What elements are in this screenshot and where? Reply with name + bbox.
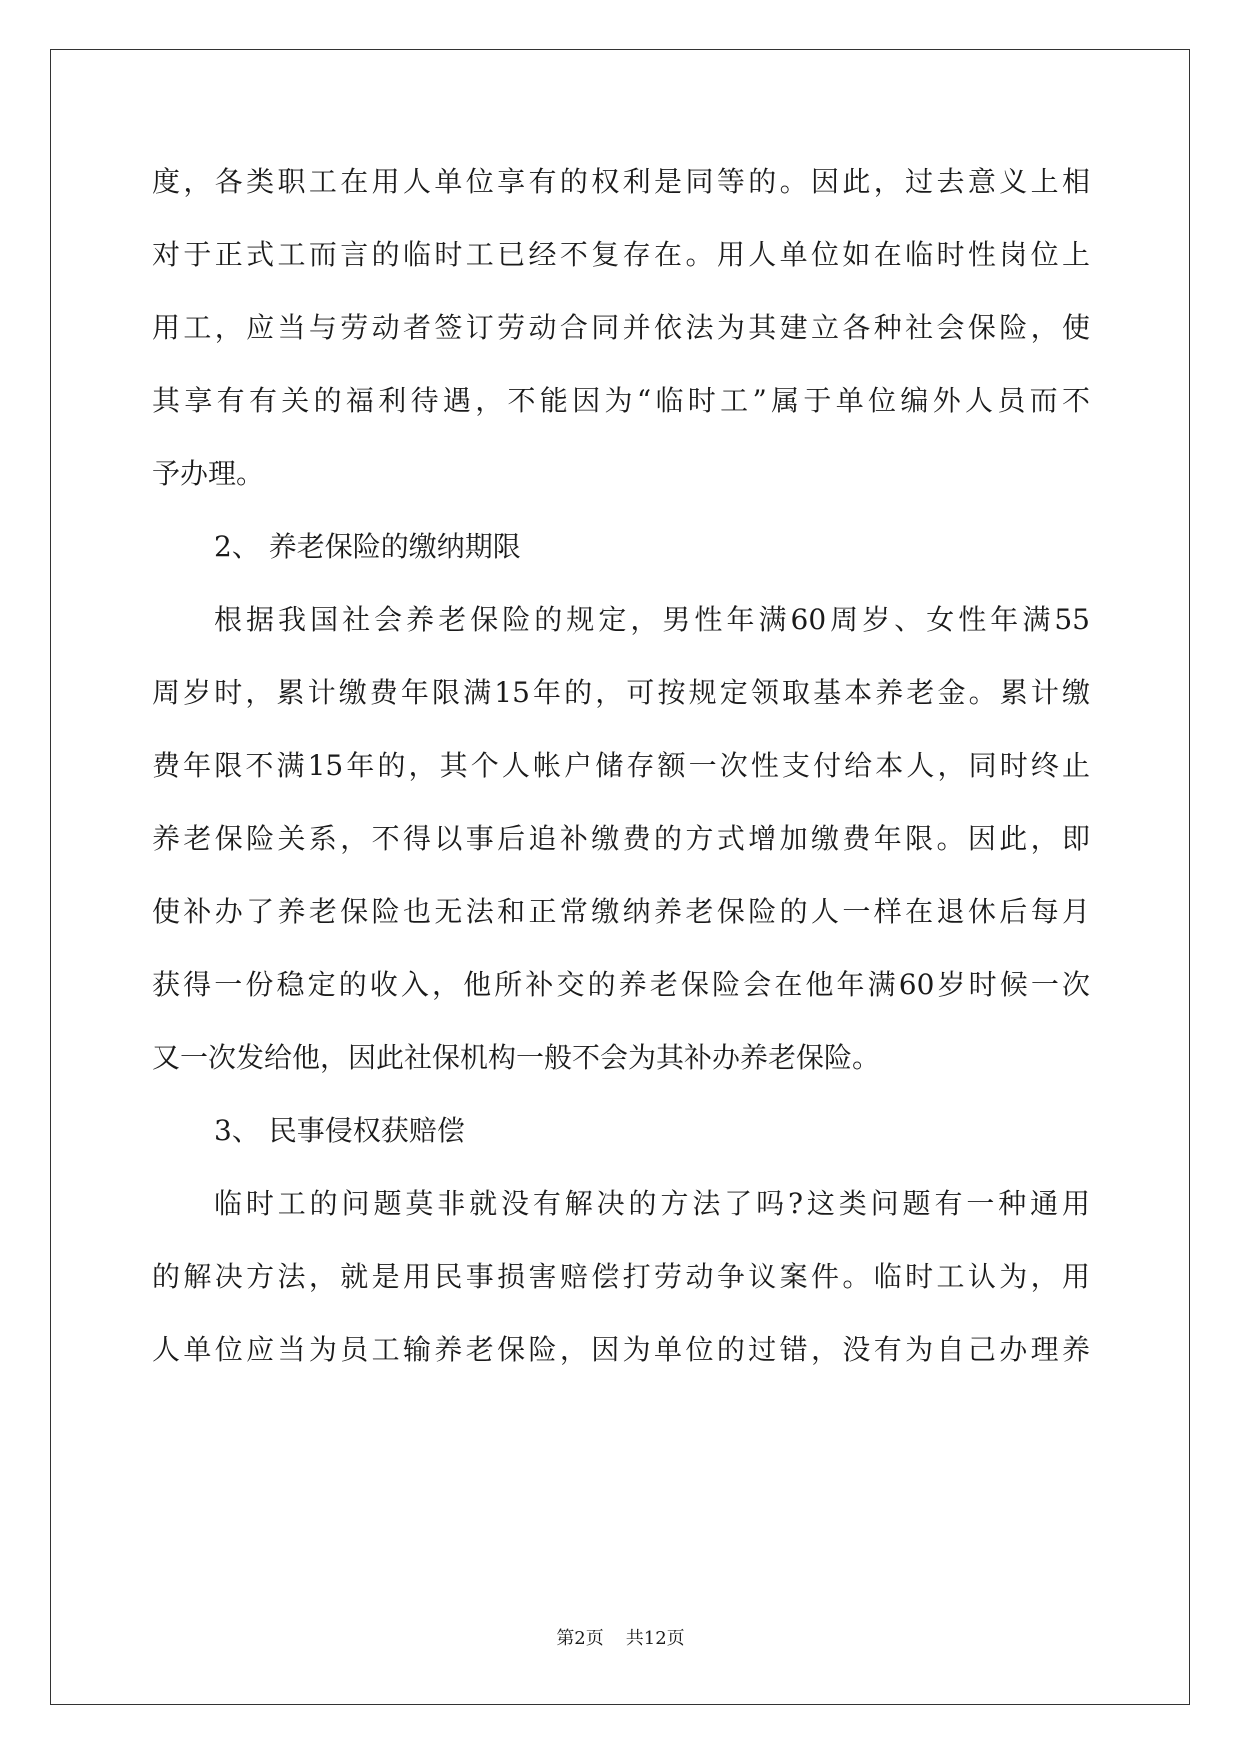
page-total: 共12页 — [625, 1628, 685, 1649]
text-line: 的解决方法，就是用民事损害赔偿打劳动争议案件。临时工认为，用 — [152, 1260, 1090, 1293]
page-number: 第2页 — [556, 1628, 604, 1649]
text-line: 费年限不满15年的，其个人帐户储存额一次性支付给本人，同时终止 — [152, 749, 1090, 782]
page-footer — [0, 1627, 1241, 1651]
text-line: 根据我国社会养老保险的规定，男性年满60周岁、女性年满55 — [214, 603, 1090, 636]
text-line: 使补办了养老保险也无法和正常缴纳养老保险的人一样在退休后每月 — [152, 895, 1090, 928]
text-line: 临时工的问题莫非就没有解决的方法了吗?这类问题有一种通用 — [214, 1187, 1090, 1220]
page-border — [50, 49, 1190, 1705]
text-line: 用工，应当与劳动者签订劳动合同并依法为其建立各种社会保险，使 — [152, 311, 1090, 344]
section-heading: 3、 民事侵权获赔偿 — [214, 1114, 465, 1147]
text-line: 获得一份稳定的收入，他所补交的养老保险会在他年满60岁时候一次 — [152, 968, 1090, 1001]
text-line: 对于正式工而言的临时工已经不复存在。用人单位如在临时性岗位上 — [152, 238, 1090, 271]
section-heading: 2、 养老保险的缴纳期限 — [214, 530, 521, 563]
text-line: 养老保险关系，不得以事后追补缴费的方式增加缴费年限。因此，即 — [152, 822, 1090, 855]
text-line: 度，各类职工在用人单位享有的权利是同等的。因此，过去意义上相 — [152, 165, 1090, 198]
text-line: 人单位应当为员工输养老保险，因为单位的过错，没有为自己办理养 — [152, 1333, 1090, 1366]
text-line: 又一次发给他，因此社保机构一般不会为其补办养老保险。 — [152, 1041, 881, 1074]
text-line: 其享有有关的福利待遇，不能因为“临时工”属于单位编外人员而不 — [152, 384, 1090, 417]
text-line: 周岁时，累计缴费年限满15年的，可按规定领取基本养老金。累计缴 — [152, 676, 1090, 709]
text-line: 予办理。 — [152, 457, 265, 490]
